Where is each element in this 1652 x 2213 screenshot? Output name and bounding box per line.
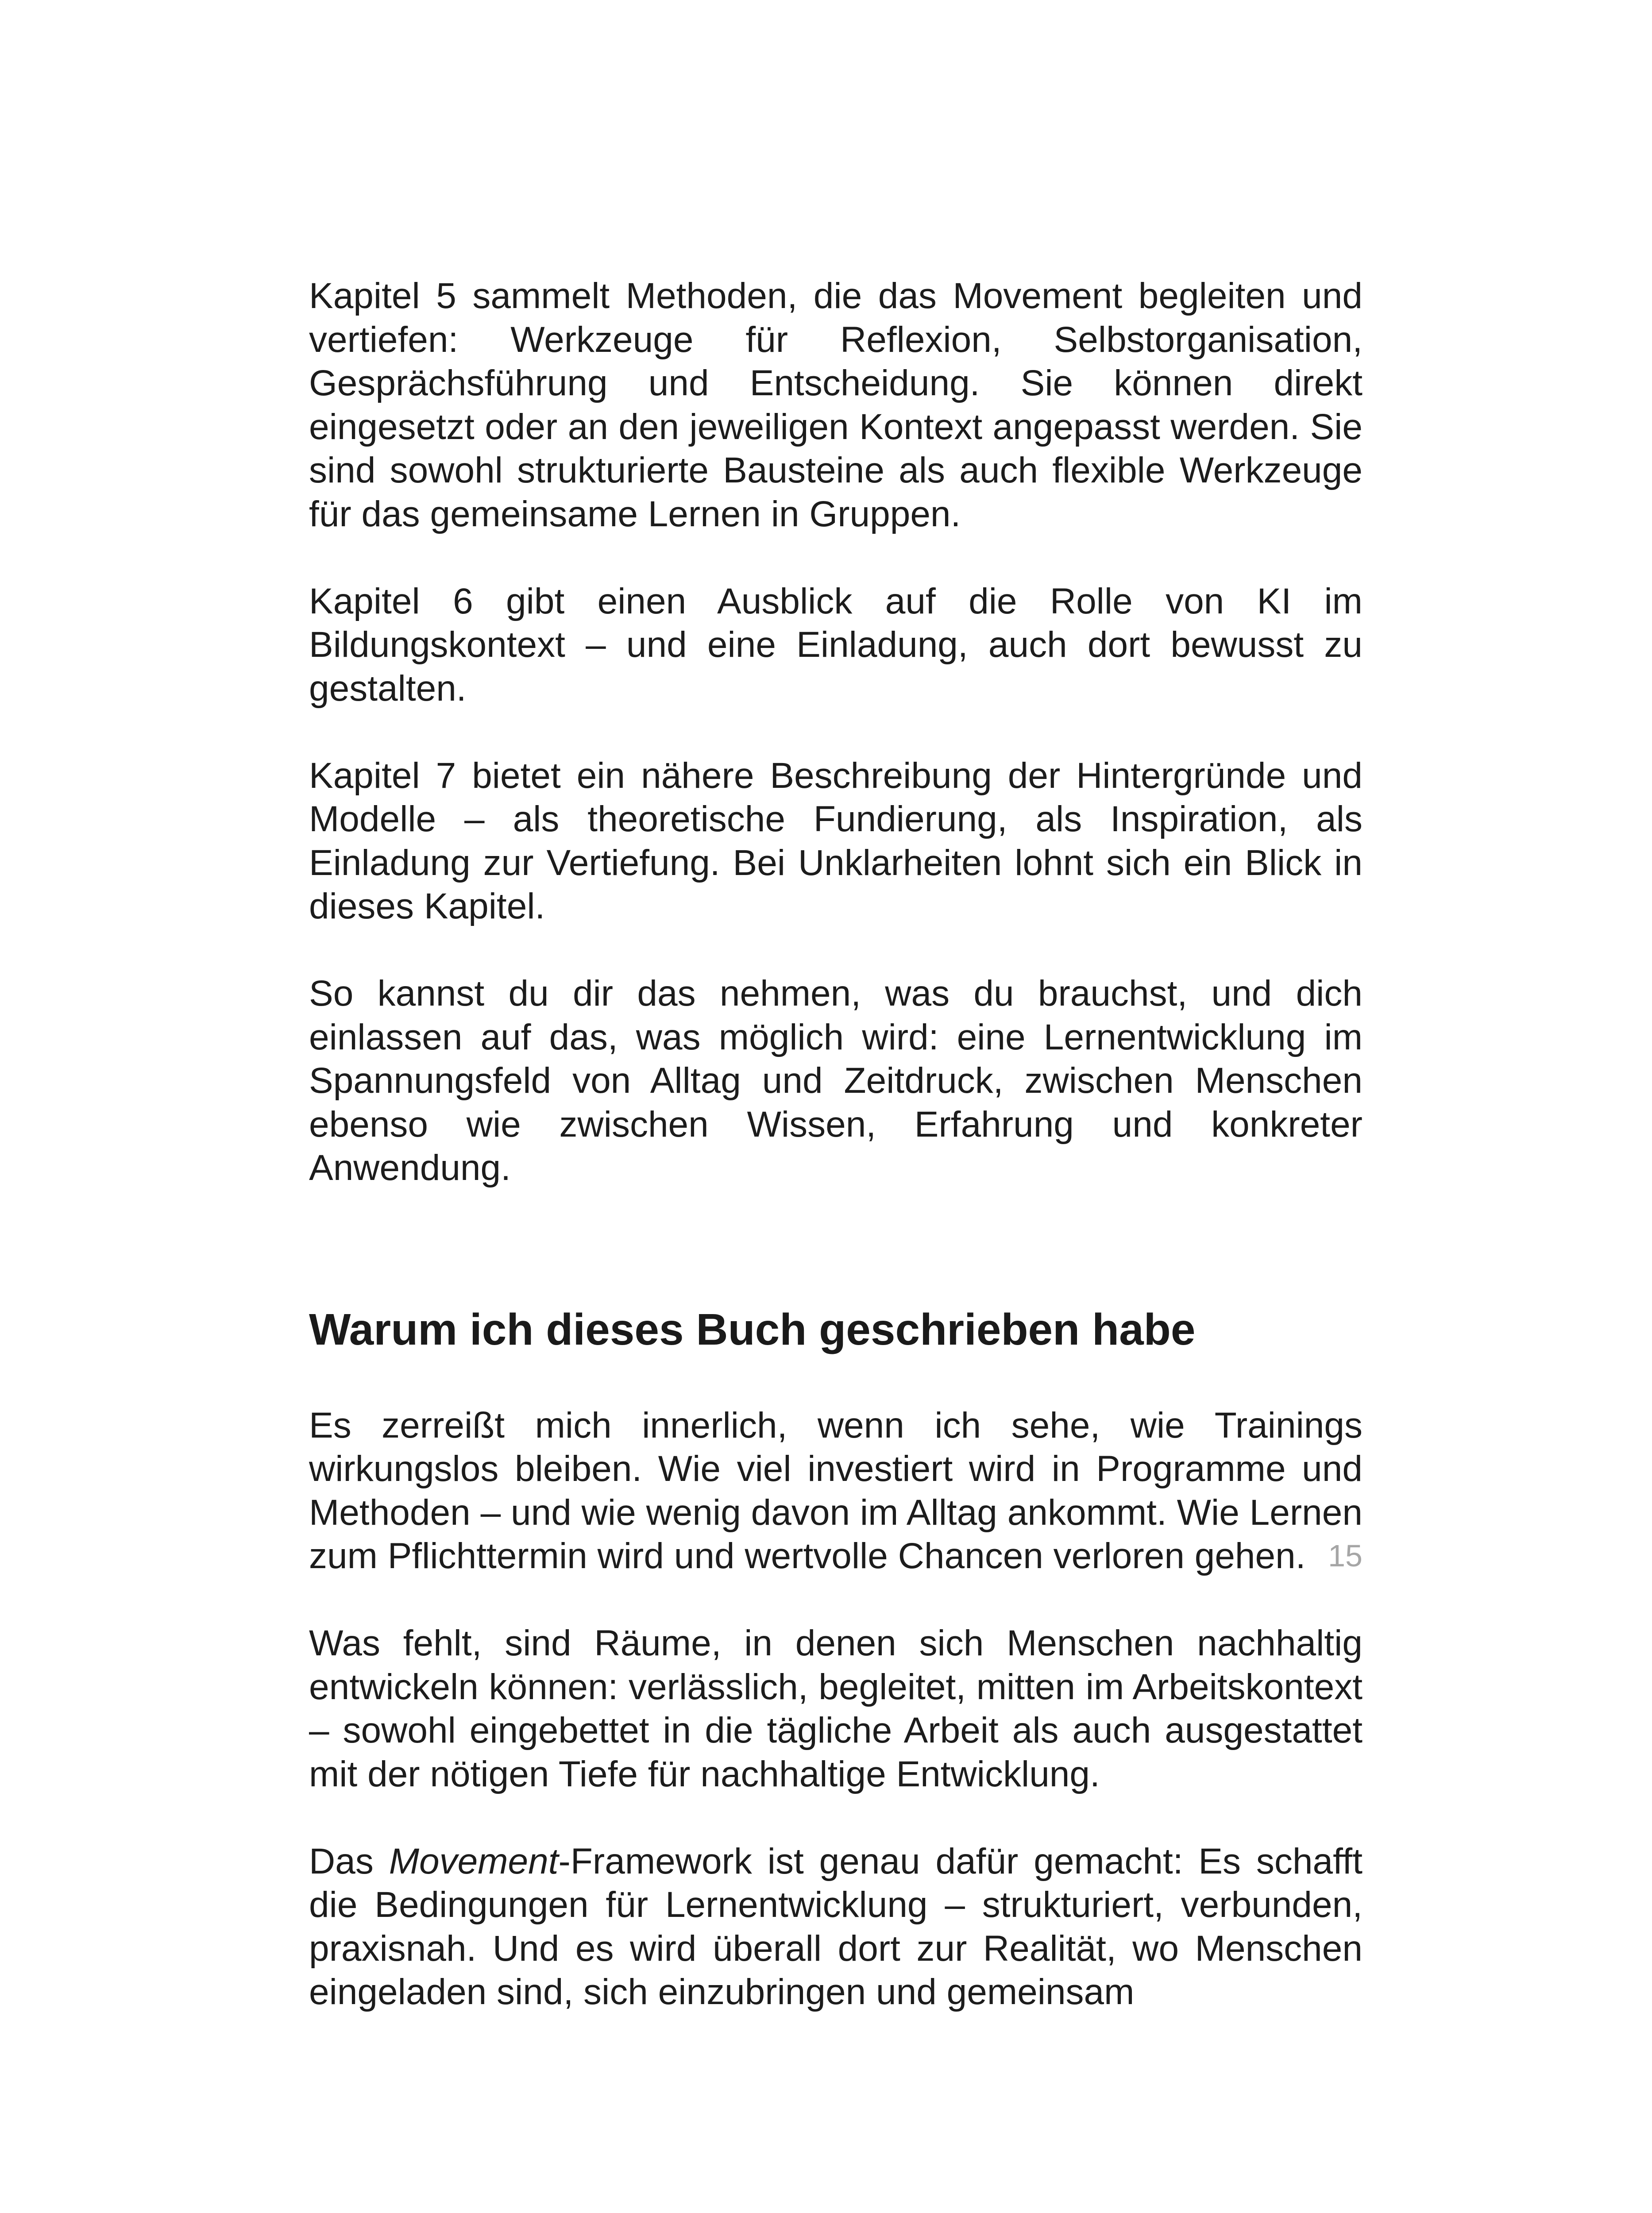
paragraph-chapter-5: Kapitel 5 sammelt Methoden, die das Movement begleiten und vertiefen: Werkzeuge für Reflexion, Selbstorganisation, Gesprächsführung und Entscheidung. Sie können direkt eingesetzt oder an den jeweiligen Kontext angepasst werden. Sie sind sowohl strukturierte Bausteine als auch flexible Werkzeuge für das gemeinsame Lernen in Gruppen.: [309, 276, 1363, 534]
paragraph-motivation-2: Was fehlt, sind Räume, in denen sich Menschen nachhaltig entwickeln können: verlässlich, begleitet, mitten im Arbeitskontext – sowohl eingebettet in die tägliche Arbeit als auch ausgestattet mit der nötigen Tiefe für nachhaltige Entwicklung.: [309, 1623, 1363, 1794]
page-number: 15: [1328, 1538, 1363, 1573]
paragraph-chapter-6: Kapitel 6 gibt einen Ausblick auf die Rolle von KI im Bildungskontext – und eine Einladung, auch dort bewusst zu gestalten.: [309, 581, 1363, 709]
movement-emphasis: Movement: [389, 1841, 559, 1881]
paragraph-chapter-7: Kapitel 7 bietet ein nähere Beschreibung der Hintergründe und Modelle – als theoretische Fundierung, als Inspiration, als Einladung zur Vertiefung. Bei Unklarheiten lohnt sich ein Blick in dieses Kapitel.: [309, 755, 1363, 926]
paragraph-motivation-1: Es zerreißt mich innerlich, wenn ich sehe, wie Trainings wirkungslos bleiben. Wie viel investiert wird in Programme und Methoden – und wie wenig davon im Alltag ankommt. Wie Lernen zum Pflichttermin wird und wertvolle Chancen verloren gehen.: [309, 1405, 1363, 1576]
paragraph-motivation-3-rest: -Framework ist genau dafür gemacht: Es schafft die Bedingungen für Lernentwicklung – strukturiert, verbunden, praxisnah. Und es wird überall dort zur Realität, wo Menschen eingeladen sind, sich einzubringen und gemeinsam: [309, 1841, 1363, 2012]
paragraph-motivation-3: [309, 1840, 1363, 2014]
paragraph-summary: So kannst du dir das nehmen, was du brauchst, und dich einlassen auf das, was möglich wird: eine Lernentwicklung im Spannungsfeld von Alltag und Zeitdruck, zwischen Menschen ebenso wie zwischen Wissen, Erfahrung und konkreter Anwendung.: [309, 973, 1363, 1188]
section-heading: Warum ich dieses Buch geschrieben habe: [309, 1304, 1196, 1354]
paragraph-motivation-3-lead: Das: [309, 1841, 389, 1881]
page-content: [309, 274, 1363, 2014]
